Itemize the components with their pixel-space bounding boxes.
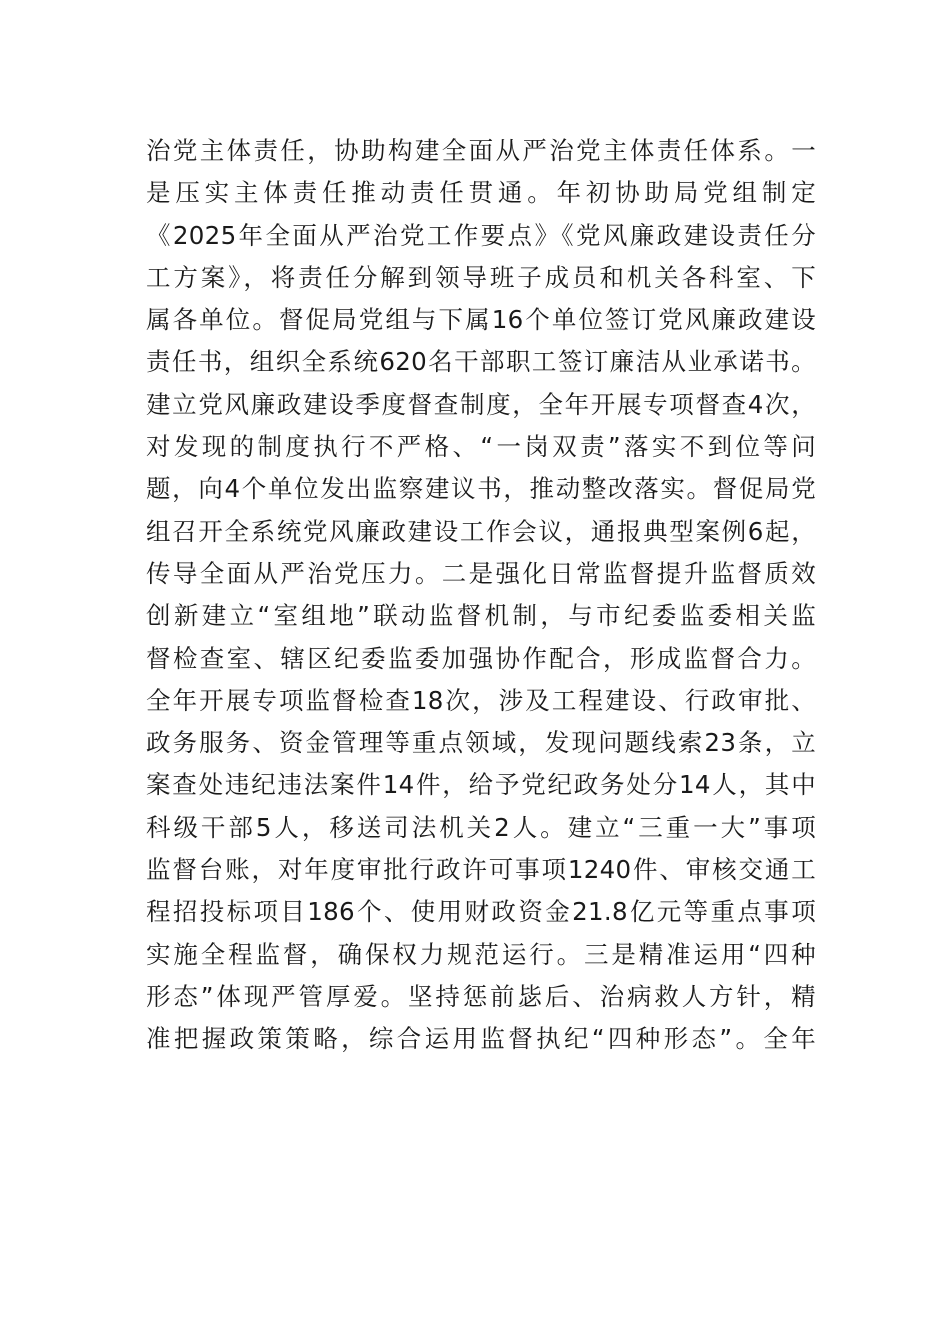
text-line: 建立党风廉政建设季度督查制度，全年开展专项督查4次，: [146, 389, 816, 419]
text-line: 《2025年全面从严治党工作要点》《党风廉政建设责任分: [146, 220, 816, 250]
text-line: 组召开全系统党风廉政建设工作会议，通报典型案例6起，: [146, 516, 816, 546]
text-line: 创新建立“室组地”联动监督机制，与市纪委监委相关监: [146, 601, 816, 631]
text-line: 督检查室、辖区纪委监委加强协作配合，形成监督合力。: [146, 643, 816, 673]
text-line: 题，向4个单位发出监察建议书，推动整改落实。督促局党: [146, 474, 816, 504]
text-line: 责任书，组织全系统620名干部职工签订廉洁从业承诺书。: [146, 347, 816, 377]
text-line: 准把握政策策略，综合运用监督执纪“四种形态”。全年: [146, 1024, 816, 1054]
text-line: 程招投标项目186个、使用财政资金21.8亿元等重点事项: [146, 897, 816, 927]
text-line: 是压实主体责任推动责任贯通。年初协助局党组制定: [146, 178, 816, 208]
text-line: 对发现的制度执行不严格、“一岗双责”落实不到位等问: [146, 432, 816, 462]
text-line: 科级干部5人，移送司法机关2人。建立“三重一大”事项: [146, 812, 816, 842]
text-line: 治党主体责任，协助构建全面从严治党主体责任体系。一: [146, 136, 816, 165]
text-line: 监督台账，对年度审批行政许可事项1240件、审核交通工: [146, 855, 816, 885]
text-line: 全年开展专项监督检查18次，涉及工程建设、行政审批、: [146, 685, 816, 715]
body-text: [146, 130, 816, 1061]
text-line: 工方案》，将责任分解到领导班子成员和机关各科室、下: [146, 262, 816, 292]
text-line: 传导全面从严治党压力。二是强化日常监督提升监督质效: [146, 558, 816, 588]
text-line: 案查处违纪违法案件14件，给予党纪政务处分14人，其中: [146, 770, 816, 800]
text-line: 政务服务、资金管理等重点领域，发现问题线索23条，立: [146, 728, 816, 758]
text-line: 形态”体现严管厚爱。坚持惩前毖后、治病救人方针，精: [146, 981, 816, 1011]
text-line: 实施全程监督，确保权力规范运行。三是精准运用“四种: [146, 939, 816, 969]
text-line: 属各单位。督促局党组与下属16个单位签订党风廉政建设: [146, 305, 816, 335]
